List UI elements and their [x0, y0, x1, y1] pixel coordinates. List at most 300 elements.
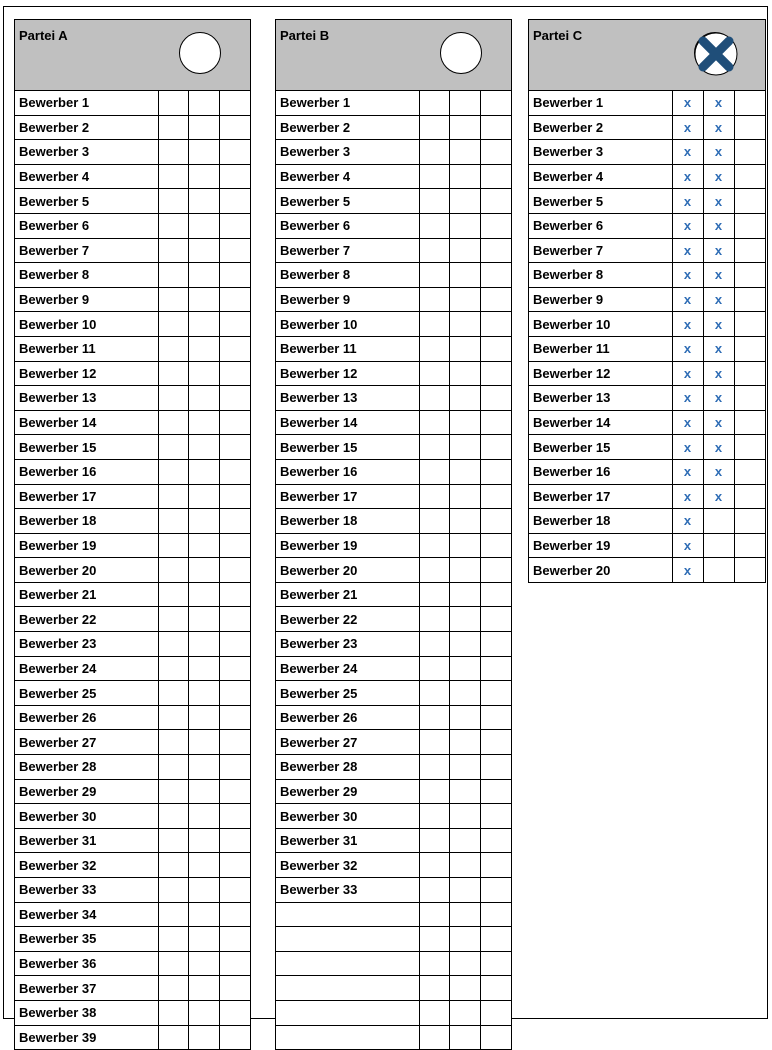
- vote-box[interactable]: x: [703, 189, 734, 214]
- vote-box[interactable]: [419, 681, 450, 706]
- vote-box[interactable]: [419, 755, 450, 780]
- vote-box[interactable]: [419, 1000, 450, 1025]
- vote-box[interactable]: [419, 951, 450, 976]
- vote-box[interactable]: [189, 902, 220, 927]
- vote-box[interactable]: [158, 213, 189, 238]
- vote-box[interactable]: [480, 582, 511, 607]
- vote-box[interactable]: [734, 336, 765, 361]
- vote-box[interactable]: [189, 730, 220, 755]
- vote-box[interactable]: [450, 361, 481, 386]
- vote-box[interactable]: [158, 263, 189, 288]
- vote-box[interactable]: [189, 263, 220, 288]
- vote-box[interactable]: [450, 459, 481, 484]
- vote-box[interactable]: [734, 484, 765, 509]
- vote-box[interactable]: [734, 140, 765, 165]
- vote-box[interactable]: [734, 91, 765, 115]
- vote-box[interactable]: [219, 730, 250, 755]
- vote-box[interactable]: [189, 115, 220, 140]
- vote-box[interactable]: [734, 263, 765, 288]
- vote-box[interactable]: [450, 115, 481, 140]
- vote-box[interactable]: [189, 533, 220, 558]
- vote-box[interactable]: x: [672, 287, 703, 312]
- vote-box[interactable]: [419, 853, 450, 878]
- vote-box[interactable]: [219, 361, 250, 386]
- vote-box[interactable]: [703, 558, 734, 582]
- vote-box[interactable]: [419, 287, 450, 312]
- vote-box[interactable]: [189, 509, 220, 534]
- vote-box[interactable]: [189, 927, 220, 952]
- vote-box[interactable]: [450, 902, 481, 927]
- vote-box[interactable]: [450, 1000, 481, 1025]
- vote-box[interactable]: x: [703, 164, 734, 189]
- vote-box[interactable]: [480, 853, 511, 878]
- vote-box[interactable]: x: [672, 361, 703, 386]
- vote-box[interactable]: [158, 779, 189, 804]
- vote-box[interactable]: [450, 189, 481, 214]
- vote-box[interactable]: [189, 361, 220, 386]
- vote-box[interactable]: [419, 779, 450, 804]
- vote-box[interactable]: x: [672, 312, 703, 337]
- vote-box[interactable]: [450, 238, 481, 263]
- vote-box[interactable]: [734, 509, 765, 534]
- party-vote-circle[interactable]: [440, 32, 482, 74]
- vote-box[interactable]: [189, 705, 220, 730]
- vote-box[interactable]: [189, 91, 220, 115]
- vote-box[interactable]: [219, 779, 250, 804]
- vote-box[interactable]: [219, 164, 250, 189]
- vote-box[interactable]: [734, 459, 765, 484]
- vote-box[interactable]: x: [672, 238, 703, 263]
- vote-box[interactable]: [158, 927, 189, 952]
- vote-box[interactable]: [734, 410, 765, 435]
- vote-box[interactable]: [219, 312, 250, 337]
- vote-box[interactable]: [189, 459, 220, 484]
- vote-box[interactable]: [450, 484, 481, 509]
- vote-box[interactable]: [158, 902, 189, 927]
- vote-box[interactable]: [219, 509, 250, 534]
- vote-box[interactable]: [158, 878, 189, 903]
- vote-box[interactable]: [419, 140, 450, 165]
- vote-box[interactable]: [158, 91, 189, 115]
- vote-box[interactable]: [158, 484, 189, 509]
- vote-box[interactable]: [158, 238, 189, 263]
- vote-box[interactable]: [419, 263, 450, 288]
- vote-box[interactable]: [219, 582, 250, 607]
- vote-box[interactable]: [219, 238, 250, 263]
- vote-box[interactable]: [219, 263, 250, 288]
- vote-box[interactable]: [450, 213, 481, 238]
- vote-box[interactable]: x: [672, 435, 703, 460]
- vote-box[interactable]: [734, 115, 765, 140]
- vote-box[interactable]: x: [672, 410, 703, 435]
- vote-box[interactable]: [480, 213, 511, 238]
- vote-box[interactable]: [450, 435, 481, 460]
- party-vote-circle-checked[interactable]: [694, 32, 736, 74]
- vote-box[interactable]: [158, 189, 189, 214]
- vote-box[interactable]: [450, 164, 481, 189]
- vote-box[interactable]: [158, 582, 189, 607]
- vote-box[interactable]: [419, 976, 450, 1001]
- vote-box[interactable]: [219, 878, 250, 903]
- vote-box[interactable]: [450, 386, 481, 411]
- vote-box[interactable]: x: [672, 115, 703, 140]
- vote-box[interactable]: [158, 656, 189, 681]
- candidate-name: Bewerber 16: [276, 459, 419, 484]
- vote-box[interactable]: [189, 878, 220, 903]
- vote-box[interactable]: [450, 263, 481, 288]
- vote-box[interactable]: [419, 1025, 450, 1049]
- vote-box[interactable]: [480, 533, 511, 558]
- vote-box[interactable]: [450, 828, 481, 853]
- vote-box[interactable]: [189, 976, 220, 1001]
- vote-box[interactable]: [219, 533, 250, 558]
- vote-box[interactable]: [158, 533, 189, 558]
- vote-box[interactable]: [480, 927, 511, 952]
- vote-box[interactable]: [419, 115, 450, 140]
- candidate-row: [529, 312, 765, 337]
- vote-box[interactable]: [419, 509, 450, 534]
- vote-box[interactable]: [480, 730, 511, 755]
- vote-box[interactable]: [158, 853, 189, 878]
- vote-box[interactable]: [158, 336, 189, 361]
- vote-box[interactable]: [480, 632, 511, 657]
- vote-box[interactable]: [419, 213, 450, 238]
- vote-box[interactable]: [480, 263, 511, 288]
- candidate-name: Bewerber 18: [276, 509, 419, 534]
- vote-box[interactable]: [450, 558, 481, 583]
- vote-box[interactable]: x: [703, 312, 734, 337]
- vote-box[interactable]: [158, 828, 189, 853]
- vote-box[interactable]: [450, 582, 481, 607]
- vote-box[interactable]: [189, 558, 220, 583]
- vote-box[interactable]: [219, 386, 250, 411]
- vote-box[interactable]: [419, 558, 450, 583]
- party-vote-circle[interactable]: [179, 32, 221, 74]
- vote-box[interactable]: [419, 164, 450, 189]
- vote-box[interactable]: [189, 164, 220, 189]
- vote-box[interactable]: [450, 607, 481, 632]
- vote-box[interactable]: [480, 386, 511, 411]
- vote-box[interactable]: [158, 287, 189, 312]
- vote-box[interactable]: [189, 484, 220, 509]
- vote-box[interactable]: [450, 410, 481, 435]
- vote-box[interactable]: [189, 410, 220, 435]
- vote-box[interactable]: [480, 459, 511, 484]
- vote-box[interactable]: [189, 681, 220, 706]
- vote-box[interactable]: [189, 779, 220, 804]
- vote-box[interactable]: [450, 779, 481, 804]
- vote-box[interactable]: [450, 140, 481, 165]
- vote-box[interactable]: [450, 804, 481, 829]
- vote-box[interactable]: [734, 213, 765, 238]
- vote-box[interactable]: x: [672, 140, 703, 165]
- vote-box[interactable]: x: [672, 164, 703, 189]
- vote-box[interactable]: [219, 1000, 250, 1025]
- vote-box[interactable]: x: [672, 189, 703, 214]
- vote-box[interactable]: [189, 213, 220, 238]
- vote-box[interactable]: [158, 164, 189, 189]
- vote-box[interactable]: [158, 755, 189, 780]
- vote-box[interactable]: x: [672, 533, 703, 558]
- vote-box[interactable]: [480, 164, 511, 189]
- vote-box[interactable]: [189, 951, 220, 976]
- vote-box[interactable]: [419, 656, 450, 681]
- vote-box[interactable]: [450, 312, 481, 337]
- vote-box[interactable]: [158, 558, 189, 583]
- vote-box[interactable]: [703, 533, 734, 558]
- vote-box[interactable]: [189, 1000, 220, 1025]
- vote-box[interactable]: [219, 804, 250, 829]
- vote-box[interactable]: [419, 435, 450, 460]
- vote-box[interactable]: [419, 607, 450, 632]
- vote-box[interactable]: [189, 828, 220, 853]
- vote-box[interactable]: [480, 804, 511, 829]
- vote-box[interactable]: x: [672, 263, 703, 288]
- vote-box[interactable]: [219, 976, 250, 1001]
- vote-box[interactable]: [158, 1025, 189, 1049]
- vote-box[interactable]: x: [703, 91, 734, 115]
- vote-box[interactable]: [189, 189, 220, 214]
- vote-box[interactable]: [480, 656, 511, 681]
- vote-box[interactable]: x: [672, 509, 703, 534]
- vote-box[interactable]: [219, 828, 250, 853]
- vote-box[interactable]: [734, 238, 765, 263]
- vote-box[interactable]: [734, 435, 765, 460]
- vote-box[interactable]: [419, 902, 450, 927]
- vote-box[interactable]: [219, 435, 250, 460]
- vote-box[interactable]: [219, 484, 250, 509]
- vote-box[interactable]: [189, 1025, 220, 1049]
- vote-box[interactable]: [419, 91, 450, 115]
- vote-box[interactable]: [219, 755, 250, 780]
- vote-box[interactable]: x: [703, 140, 734, 165]
- vote-box[interactable]: [219, 1025, 250, 1049]
- vote-box[interactable]: [419, 312, 450, 337]
- vote-box[interactable]: [189, 336, 220, 361]
- vote-box[interactable]: [480, 1025, 511, 1049]
- vote-box[interactable]: [158, 607, 189, 632]
- vote-box[interactable]: x: [703, 336, 734, 361]
- vote-box[interactable]: x: [672, 558, 703, 582]
- vote-box[interactable]: x: [703, 435, 734, 460]
- vote-box[interactable]: [419, 878, 450, 903]
- vote-box[interactable]: [158, 976, 189, 1001]
- vote-box[interactable]: [450, 853, 481, 878]
- vote-box[interactable]: [480, 91, 511, 115]
- vote-box[interactable]: [158, 140, 189, 165]
- vote-box[interactable]: [419, 410, 450, 435]
- vote-box[interactable]: x: [703, 213, 734, 238]
- vote-box[interactable]: [480, 755, 511, 780]
- vote-box[interactable]: [419, 705, 450, 730]
- vote-box[interactable]: [219, 607, 250, 632]
- vote-box[interactable]: [734, 361, 765, 386]
- vote-box[interactable]: [480, 976, 511, 1001]
- vote-box[interactable]: [158, 681, 189, 706]
- vote-box[interactable]: [734, 189, 765, 214]
- vote-box[interactable]: x: [672, 213, 703, 238]
- vote-box[interactable]: [480, 312, 511, 337]
- vote-box[interactable]: [158, 361, 189, 386]
- vote-box[interactable]: [480, 484, 511, 509]
- vote-box[interactable]: [734, 558, 765, 582]
- vote-box[interactable]: x: [703, 115, 734, 140]
- vote-box[interactable]: [419, 828, 450, 853]
- vote-box[interactable]: [158, 705, 189, 730]
- vote-box[interactable]: [450, 755, 481, 780]
- vote-box[interactable]: [450, 336, 481, 361]
- vote-box[interactable]: [480, 705, 511, 730]
- vote-box[interactable]: [219, 189, 250, 214]
- vote-box[interactable]: [219, 632, 250, 657]
- vote-box[interactable]: [419, 484, 450, 509]
- vote-box[interactable]: x: [672, 91, 703, 115]
- vote-box[interactable]: [158, 410, 189, 435]
- vote-box[interactable]: [219, 853, 250, 878]
- vote-box[interactable]: x: [703, 361, 734, 386]
- vote-box[interactable]: [450, 1025, 481, 1049]
- vote-box[interactable]: [189, 582, 220, 607]
- vote-box[interactable]: [419, 632, 450, 657]
- vote-box[interactable]: [419, 582, 450, 607]
- vote-box[interactable]: [189, 312, 220, 337]
- vote-box[interactable]: [219, 410, 250, 435]
- vote-box[interactable]: [450, 705, 481, 730]
- vote-box[interactable]: [219, 213, 250, 238]
- vote-box[interactable]: x: [703, 263, 734, 288]
- vote-box[interactable]: [734, 533, 765, 558]
- vote-box[interactable]: [734, 164, 765, 189]
- vote-box[interactable]: [219, 927, 250, 952]
- vote-box[interactable]: [158, 435, 189, 460]
- vote-box[interactable]: [219, 140, 250, 165]
- vote-box[interactable]: [419, 927, 450, 952]
- vote-box[interactable]: x: [703, 287, 734, 312]
- vote-box[interactable]: [158, 1000, 189, 1025]
- vote-box[interactable]: [480, 435, 511, 460]
- vote-box[interactable]: [450, 951, 481, 976]
- vote-box[interactable]: [189, 755, 220, 780]
- vote-box[interactable]: x: [703, 386, 734, 411]
- vote-box[interactable]: [158, 312, 189, 337]
- vote-box[interactable]: [450, 91, 481, 115]
- vote-box[interactable]: [158, 632, 189, 657]
- vote-box[interactable]: x: [672, 386, 703, 411]
- vote-box[interactable]: [734, 386, 765, 411]
- vote-box[interactable]: [450, 976, 481, 1001]
- vote-box[interactable]: [480, 828, 511, 853]
- vote-box[interactable]: [189, 140, 220, 165]
- vote-box[interactable]: [219, 902, 250, 927]
- vote-box[interactable]: [189, 656, 220, 681]
- vote-box[interactable]: [450, 533, 481, 558]
- vote-box[interactable]: [189, 386, 220, 411]
- vote-box[interactable]: [158, 804, 189, 829]
- vote-box[interactable]: [219, 336, 250, 361]
- vote-box[interactable]: [480, 779, 511, 804]
- vote-box[interactable]: x: [703, 410, 734, 435]
- vote-box[interactable]: [480, 878, 511, 903]
- vote-box[interactable]: x: [672, 336, 703, 361]
- vote-box[interactable]: [480, 607, 511, 632]
- vote-box[interactable]: [189, 853, 220, 878]
- vote-box[interactable]: [189, 238, 220, 263]
- vote-box[interactable]: [189, 804, 220, 829]
- vote-box[interactable]: [450, 287, 481, 312]
- vote-box[interactable]: [419, 189, 450, 214]
- vote-box[interactable]: [219, 656, 250, 681]
- vote-box[interactable]: [703, 509, 734, 534]
- vote-box[interactable]: [450, 730, 481, 755]
- vote-box[interactable]: [419, 804, 450, 829]
- vote-box[interactable]: [158, 386, 189, 411]
- vote-box[interactable]: [189, 632, 220, 657]
- vote-box[interactable]: [480, 287, 511, 312]
- vote-box[interactable]: [419, 533, 450, 558]
- vote-box[interactable]: [480, 410, 511, 435]
- vote-box[interactable]: [419, 459, 450, 484]
- vote-box[interactable]: [480, 336, 511, 361]
- vote-box[interactable]: [480, 361, 511, 386]
- vote-box[interactable]: [480, 558, 511, 583]
- vote-box[interactable]: [480, 189, 511, 214]
- vote-box[interactable]: [480, 509, 511, 534]
- vote-box[interactable]: x: [672, 484, 703, 509]
- vote-box[interactable]: [419, 336, 450, 361]
- vote-box[interactable]: [419, 238, 450, 263]
- vote-box[interactable]: [450, 656, 481, 681]
- vote-box[interactable]: [450, 509, 481, 534]
- vote-box[interactable]: [480, 238, 511, 263]
- vote-box[interactable]: [480, 902, 511, 927]
- vote-box[interactable]: [189, 435, 220, 460]
- vote-box[interactable]: [734, 312, 765, 337]
- vote-box[interactable]: [480, 115, 511, 140]
- vote-box[interactable]: [219, 287, 250, 312]
- vote-box[interactable]: [219, 115, 250, 140]
- vote-box[interactable]: [158, 459, 189, 484]
- vote-box[interactable]: [480, 951, 511, 976]
- vote-box[interactable]: [480, 140, 511, 165]
- vote-box[interactable]: [158, 730, 189, 755]
- vote-box[interactable]: [219, 681, 250, 706]
- vote-box[interactable]: [219, 459, 250, 484]
- vote-box[interactable]: [158, 509, 189, 534]
- vote-box[interactable]: [480, 681, 511, 706]
- vote-box[interactable]: [450, 632, 481, 657]
- vote-box[interactable]: [450, 927, 481, 952]
- vote-box[interactable]: [189, 607, 220, 632]
- vote-box[interactable]: [480, 1000, 511, 1025]
- vote-box[interactable]: [419, 730, 450, 755]
- vote-box[interactable]: [419, 386, 450, 411]
- vote-box[interactable]: x: [703, 459, 734, 484]
- vote-box[interactable]: x: [703, 484, 734, 509]
- vote-box[interactable]: [158, 115, 189, 140]
- vote-box[interactable]: [450, 681, 481, 706]
- vote-box[interactable]: x: [703, 238, 734, 263]
- vote-box[interactable]: x: [672, 459, 703, 484]
- vote-box[interactable]: [219, 705, 250, 730]
- vote-box[interactable]: [734, 287, 765, 312]
- vote-box[interactable]: [419, 361, 450, 386]
- vote-box[interactable]: [219, 91, 250, 115]
- vote-box[interactable]: [189, 287, 220, 312]
- vote-box[interactable]: [219, 951, 250, 976]
- vote-box[interactable]: [450, 878, 481, 903]
- vote-box[interactable]: [158, 951, 189, 976]
- vote-box[interactable]: [219, 558, 250, 583]
